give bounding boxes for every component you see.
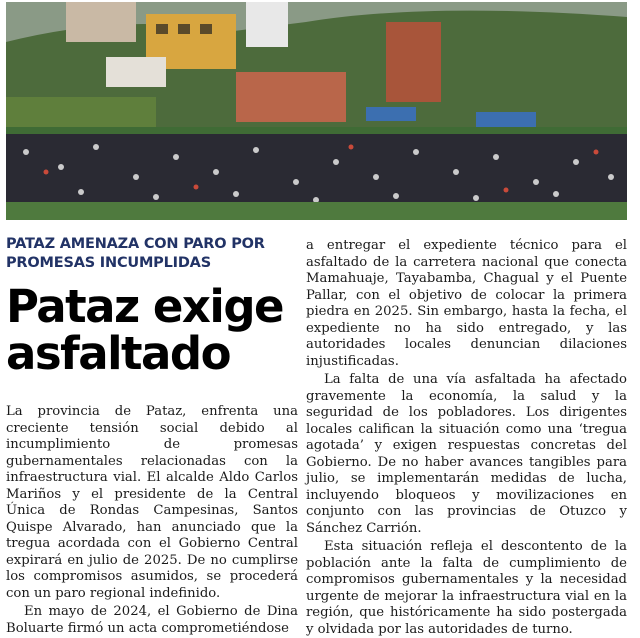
crowd-photo <box>6 2 627 220</box>
article-kicker: PATAZ AMENAZA CON PARO POR PROMESAS INCUMPLIDAS <box>6 236 265 271</box>
paragraph: La falta de una vía asfaltada ha afectado gravemente la economía, la salud y la seguridad de los pobladores. Los dirigentes locales califican la situación como una ‘tregua agotada’ y exigen respuestas concretas del Gobierno. De no haber avances tangibles para julio, se implementarán medidas de lucha, incluyendo bloqueos y movilizaciones en conjunto con las provincias de Otuzco y Sánchez Carrión. <box>306 372 627 536</box>
paragraph: En mayo de 2024, el Gobierno de Dina Boluarte firmó un acta comprometiéndose <box>6 604 298 636</box>
article-headline: Pataz exige asfaltado <box>6 280 284 380</box>
paragraph: La provincia de Pataz, enfrenta una creciente tensión social debido al incumplimiento de promesas gubernamentales relacionadas con la infraestructura vial. El alcalde Aldo Carlos Mariños y el presidente de la Central Única de Rondas Campesinas, Santos Quispe Alvarado, han anunciado que la tregua acordada con el Gobierno Central expirará en julio de 2025. De no cumplirse los compromisos asumidos, se procederá con un paro regional indefinido. <box>6 404 298 601</box>
article-column-left <box>6 404 298 637</box>
paragraph: Esta situación refleja el descontento de la población ante la falta de cumplimiento de compromisos gubernamentales y la necesidad urgente de mejorar la infraestructura vial en la región, que históricamente ha sido postergada y olvidada por las autoridades de turno. <box>306 539 627 637</box>
crowd-photo-illustration <box>6 2 627 220</box>
paragraph: a entregar el expediente técnico para el asfaltado de la carretera nacional que conecta Mamahuaje, Tayabamba, Chagual y el Puente Pallar, con el objetivo de colocar la primera piedra en 2025. Sin embargo, hasta la fecha, el expediente no ha sido entregado, y las autoridades locales denuncian dilaciones injustificadas. <box>306 238 627 369</box>
article-column-right <box>306 238 627 638</box>
